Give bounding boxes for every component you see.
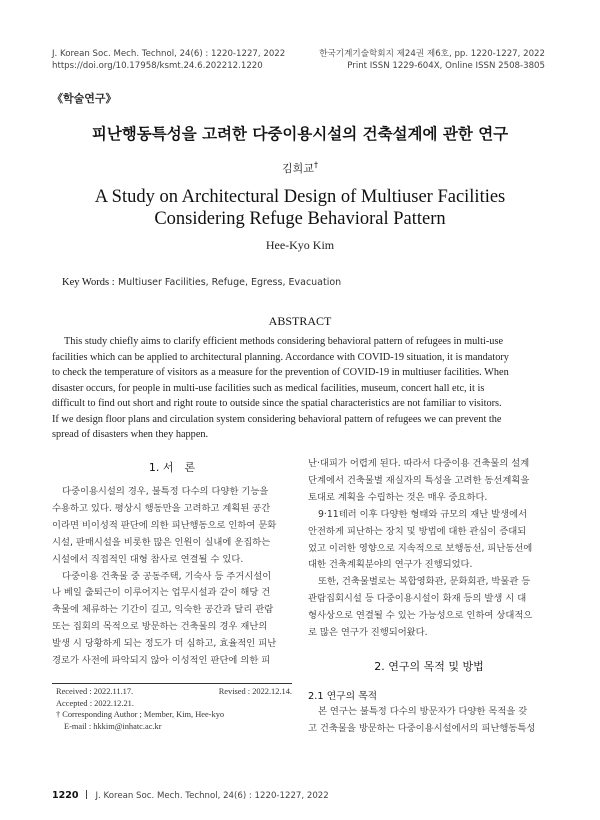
body-line: 관람집회시설 등 다중이용시설이 화재 등의 발생 시 대	[308, 593, 527, 605]
body-line: 시설, 판매시설을 비롯한 많은 인원이 실내에 운집하는	[52, 536, 271, 548]
abstract-line: If we design floor plans and circulation system considering behavioral pattern of refugees we can prevent the	[52, 413, 502, 425]
title-english-line1: A Study on Architectural Design of Multiuser Facilities	[94, 187, 506, 207]
keywords-label: Key Words :	[62, 277, 115, 288]
corresponding-mark: †	[313, 160, 318, 170]
abstract-line: This study chiefly aims to clarify efficient methods considering behavioral pattern of refugees in multi-use	[64, 336, 504, 347]
body-line: 시설에서 직접적인 대형 참사로 연결될 수 있다.	[52, 553, 244, 565]
issn-info: Print ISSN 1229-604X, Online ISSN 2508-3805	[347, 61, 545, 71]
right-column-body	[308, 456, 550, 642]
abstract-line: disaster occurs, for people in multi-use facilities such as medical facilities, museum, concert hall etc, it is	[52, 382, 485, 394]
revised-date: Revised : 2022.12.14.	[218, 687, 292, 696]
page-footer	[52, 790, 329, 801]
body-line: 대한 건축계획분야의 연구가 진행되었다.	[308, 559, 473, 571]
footer-separator	[86, 790, 87, 799]
article-category: 《학술연구》	[52, 92, 117, 105]
body-line: 나 베일 출퇴근이 이루어지는 업무시설과 같이 해당 건	[52, 587, 271, 599]
received-revised-row	[56, 686, 292, 698]
abstract-heading: ABSTRACT	[268, 314, 332, 328]
author-email[interactable]: E-mail : hkkim@inhatc.ac.kr	[64, 721, 162, 731]
body-line: 로 많은 연구가 진행되어왔다.	[308, 627, 428, 639]
body-line: 다중이용 건축물 중 공동주택, 기숙사 등 주거시설이	[62, 570, 272, 582]
title-english-line2: Considering Refuge Behavioral Pattern	[154, 209, 446, 229]
body-line: 안전하게 피난하는 장치 및 방법에 대한 관심이 증대되	[308, 525, 527, 537]
body-line: 또한, 건축물별로는 복합영화관, 문화회관, 박물관 등	[318, 576, 531, 588]
body-line: 또는 집회의 목적으로 방문하는 건축물의 경우 재난의	[52, 621, 268, 633]
abstract-line: difficult to find out short and right route to outside since the spatial characteristics are not familiar to visitors.	[52, 398, 502, 409]
accepted-date: Accepted : 2022.12.21.	[56, 698, 134, 708]
body-line: 었고 이러한 영향으로 지속적으로 보행동선, 피난동선에	[308, 542, 533, 554]
author-korean	[0, 160, 600, 176]
body-line: 형사상으로 연결될 수 있는 가능성으로 인하여 상대적으	[308, 610, 533, 622]
footnote-block	[56, 686, 292, 732]
body-line: 본 연구는 불특정 다수의 방문자가 다양한 목적을 갖	[318, 706, 528, 717]
author-name: 김희교	[282, 162, 314, 175]
journal-citation: J. Korean Soc. Mech. Technol, 24(6) : 1220-1227, 2022	[52, 49, 286, 59]
abstract-line: to check the temperature of visitors as a measure for the prevention of COVID-19 in multiuser facilities. When	[52, 367, 509, 378]
received-date: Received : 2022.11.17.	[56, 687, 134, 696]
page-number: 1220	[52, 790, 79, 801]
left-column-body	[52, 484, 294, 670]
corresponding-author: † Corresponding Author ; Member, Kim, Hee-kyo	[56, 710, 225, 719]
body-line: 다중이용시설의 경우, 불특정 다수의 다양한 기능을	[62, 486, 269, 497]
journal-citation-kr: 한국기계기술학회지 제24권 제6호, pp. 1220-1227, 2022	[319, 49, 545, 59]
keywords-block	[62, 276, 341, 288]
footnote-divider	[52, 683, 292, 684]
body-line: 수용하고 있다. 평상시 행동만을 고려하고 계획된 공간	[52, 502, 271, 514]
title-korean: 피난행동특성을 고려한 다중이용시설의 건축설계에 관한 연구	[91, 125, 509, 143]
keywords-list: Multiuser Facilities, Refuge, Egress, Evacuation	[117, 277, 342, 288]
doi-link[interactable]: https://doi.org/10.17958/ksmt.24.6.202212.1220	[52, 61, 263, 71]
section-heading-purpose-method: 2. 연구의 목적 및 방법	[374, 660, 484, 673]
abstract-body	[52, 334, 548, 443]
body-line: 발생 시 당황하게 되는 정도가 더 심하고, 효율적인 피난	[52, 638, 277, 650]
body-line: 토대로 계획을 수립하는 것은 매우 중요하다.	[308, 491, 488, 503]
abstract-line: facilities which can be applied to architectural planning. Accordance with COVID-19 situation, it is mandatory	[52, 351, 509, 363]
section-heading-introduction: 1. 서 론	[148, 461, 196, 474]
right-column-body-continued	[308, 704, 550, 738]
footer-running-head: J. Korean Soc. Mech. Technol, 24(6) : 1220-1227, 2022	[95, 791, 329, 801]
abstract-line: spread of disasters when they happen.	[52, 429, 209, 440]
body-line: 9·11테러 이후 다양한 형태와 규모의 재난 발생에서	[318, 508, 528, 520]
body-line: 이라면 비이성적 판단에 의한 피난행동으로 인하여 문화	[52, 519, 277, 531]
subsection-heading-purpose: 2.1 연구의 목적	[308, 691, 378, 702]
body-line: 단계에서 건축물별 재실자의 특성을 고려한 동선계획을	[308, 474, 530, 486]
body-line: 축물에 체류하는 기간이 길고, 익숙한 공간과 달리 관람	[52, 604, 274, 616]
body-line: 난·대피가 어렵게 된다. 따라서 다중이용 건축물의 설계	[308, 458, 530, 469]
body-line: 경로가 사전에 파악되지 않아 이성적인 판단에 의한 피	[52, 655, 271, 667]
body-line: 고 건축물을 방문하는 다중이용시설에서의 피난행동특성	[308, 722, 536, 734]
author-english: Hee-Kyo Kim	[265, 238, 335, 252]
